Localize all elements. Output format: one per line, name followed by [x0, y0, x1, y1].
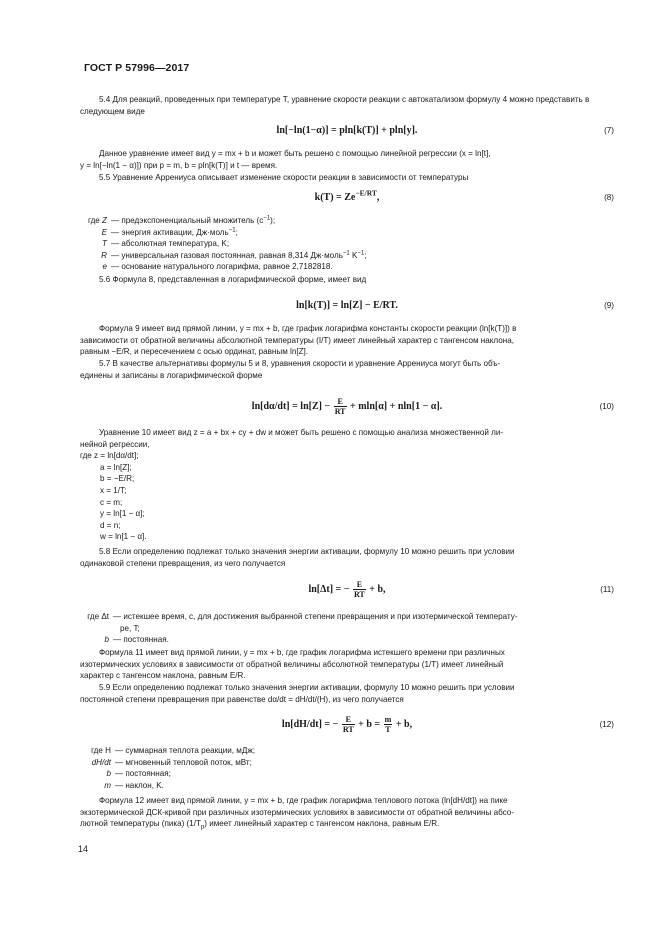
paragraph-5-6-cont-line1: Формула 9 имеет вид прямой линии, y = mx + b, где график логарифма константы скорости реакции (ln[k(T)]) в [99, 324, 517, 333]
paragraph-5-4-cont-line2: y = ln[−ln(1 − α)]) при p = m, b = pln[k(T)] и t — время. [80, 160, 278, 170]
equation-12-right: + b, [395, 719, 413, 730]
equation-8-formula: k(T) = Ze [314, 192, 356, 203]
legend-12 [80, 745, 614, 791]
paragraph-5-9-cont-line3: лютной температуры (пика) $(1/T_p)$ имеет линейный характер с тангенсом наклона, равным E/R. [80, 819, 440, 831]
legend-row: x = 1/T; [100, 485, 127, 495]
legend-row: w = ln[1 − α]. [100, 532, 147, 542]
legend-desc: — энергия активации, Дж·моль [111, 227, 229, 237]
legend-symbol: где Δt [87, 612, 109, 621]
paragraph-5-8-cont-line2: изотермических условиях в зависимости от обратной величины абсолютной температуры (1/T) имеет линейный [80, 659, 504, 669]
paragraph-5-4-cont-line1: Данное уравнение имеет вид y = mx + b и может быть решено с помощью линейной регрессии (x = ln[t], [99, 149, 491, 158]
paragraph-5-7-cont-line2: нейной регрессии, [80, 439, 150, 449]
legend-symbol: b [104, 635, 109, 645]
legend-row: c = m; [100, 497, 123, 507]
legend-row: где Z — предэкспоненциальный множитель $(с^{-1})$; [87, 215, 276, 225]
paragraph-5-8-line2: одинаковой степени превращения, из чего получается [80, 558, 286, 568]
legend-row [80, 611, 614, 623]
equation-9-number: (9) [604, 301, 614, 310]
legend-11 [80, 611, 614, 646]
paragraph-5-7-line1: 5.7 В качестве альтернативы формулы 5 и 8, уравнения скорости и уравнение Аррениуса могут быть объ- [99, 359, 501, 368]
legend-10 [80, 450, 380, 543]
paragraph-5-5: 5.5 Уравнение Аррениуса описывает изменение скорости реакции в зависимости от температуры [99, 172, 469, 182]
equation-8-exponent: −E/RT [355, 188, 377, 198]
paragraph-5-9-cont-line1: Формула 12 имеет вид прямой линии, y = mx + b, где график логарифма теплового потока (ln[dH/dt]) на пике [99, 796, 508, 805]
equation-8 [80, 189, 614, 207]
paragraph-5-9-line1: 5.9 Если определению подлежат только значения энергии активации, формулу 10 можно решить при условии [99, 683, 515, 692]
equation-9-formula: ln[k(T)] = ln[Z] − E/RT. [296, 300, 398, 311]
paragraph-5-6-cont-line3: равным −E/R, и пересечением с осью ординат, равным ln[Z]. [80, 347, 309, 357]
equation-11-left: ln[Δt] = − [308, 584, 350, 595]
legend-desc: — абсолютная температура, K; [111, 239, 230, 249]
paragraph-5-6: 5.6 Формула 8, представленная в логарифмической форме, имеет вид [99, 275, 367, 284]
legend-symbol: e [102, 262, 107, 272]
equation-7-formula: ln[−ln(1−α)] = pln[k(T)] + pln[y]. [276, 125, 418, 136]
paragraph-5-7-line2: единены и записаны в логарифмической форме [80, 370, 263, 380]
legend-row: b = −E/R; [100, 474, 135, 484]
legend-desc: — истекшее время, c, для достижения выбранной степени превращения и при изотермической температу- [113, 612, 518, 621]
equation-8-tail: , [376, 192, 380, 203]
legend-desc: — предэкспоненциальный множитель (с [111, 216, 264, 225]
legend-desc: — наклон, K. [115, 780, 164, 790]
equation-8-number: (8) [604, 193, 614, 202]
legend-symbol: T [102, 239, 107, 249]
equation-10-number: (10) [599, 402, 614, 411]
legend-row [80, 238, 614, 250]
equation-7 [80, 122, 614, 140]
legend-desc: — постоянная. [113, 635, 169, 645]
equation-10-left: ln[dα/dt] = ln[Z] − [251, 401, 331, 412]
legend-row [80, 745, 614, 757]
equation-9 [80, 297, 614, 315]
legend-row: a = ln[Z]; [100, 462, 132, 472]
paragraph-5-7-cont-line1: Уравнение 10 имеет вид z = a + bx + cy + dw и может быть решено с помощью анализа множественной ли- [99, 428, 504, 437]
legend-8 [80, 215, 614, 273]
paragraph-5-8-cont-line3: характер с тангенсом наклона, равным E/R. [80, 671, 246, 681]
equation-12-left: ln[dH/dt] = − [281, 719, 339, 730]
legend-row [80, 261, 614, 273]
equation-12-fraction-1: $\frac{E}{RT}$ [342, 715, 354, 735]
legend-symbol: где H [91, 746, 111, 755]
legend-desc: — универсальная газовая постоянная, равная 8,314 Дж·моль [111, 250, 343, 260]
equation-11-right: + b, [369, 584, 386, 595]
equation-10 [80, 396, 614, 418]
legend-row: где z = ln[dα/dt]; [80, 451, 139, 461]
page-number: 14 [78, 844, 89, 854]
legend-row [80, 757, 614, 769]
equation-11-number: (11) [600, 585, 614, 594]
standard-header: ГОСТ Р 57996—2017 [84, 62, 190, 74]
legend-row [80, 623, 614, 635]
legend-row [80, 768, 614, 780]
legend-row [80, 780, 614, 792]
paragraph-5-8-cont-line1: Формула 11 имеет вид прямой линии, y = mx + b, где график логарифма истекшего времени при различных [99, 648, 505, 657]
legend-desc: — постоянная; [115, 769, 171, 779]
legend-symbol: b [106, 769, 111, 779]
legend-desc: — основание натурального логарифма, равное 2,7182818. [111, 262, 333, 272]
equation-12-fraction-2: $\frac{m}{T}$ [384, 715, 392, 735]
paragraph-5-8-line1: 5.8 Если определению подлежат только значения энергии активации, формулу 10 можно решить при условии [99, 547, 515, 556]
legend-desc: — мгновенный тепловой поток, мВт; [115, 757, 252, 767]
legend-row: d = n; [100, 520, 121, 530]
paragraph-5-9-cont-line2: экзотермической ДСК-кривой при различных изотермических условиях в зависимости от обратной величины абсо- [80, 807, 514, 817]
equation-11-fraction: $\frac{E}{RT}$ [353, 580, 365, 600]
legend-desc: — суммарная теплота реакции, мДж; [115, 746, 256, 755]
equation-12-number: (12) [599, 720, 614, 729]
paragraph-5-6-cont-line2: зависимости от обратной величины абсолютной температуры (I/T) имеет линейный характер с тангенсом наклона, [80, 335, 514, 345]
paragraph-5-4: 5.4 Для реакций, проведенных при температуре T, уравнение скорости реакции с автокатализом формулу 4 можно представить в следующем виде [80, 95, 590, 116]
legend-desc: ре, T; [120, 623, 140, 633]
equation-7-number: (7) [604, 126, 614, 135]
equation-11 [80, 578, 614, 602]
legend-symbol: dH/dt [91, 757, 111, 767]
legend-symbol: E [101, 227, 107, 237]
legend-row [80, 634, 614, 646]
equation-12 [80, 713, 614, 737]
legend-symbol: R [101, 250, 107, 260]
legend-row: R — универсальная газовая постоянная, равная 8,314 Дж·моль$^{-1}$ $K^{-1}$; [80, 250, 614, 262]
paragraph-5-9-line2: постоянной степени превращения при равенстве dα/dt = dH/dt/(H), из чего получается [80, 694, 404, 704]
equation-10-right: + mln[α] + nln[1 − α]. [350, 401, 443, 412]
legend-row: E — энергия активации, Дж·моль$^{-1}$; [80, 227, 614, 239]
legend-row: y = ln[1 − α]; [100, 509, 145, 519]
legend-symbol: m [104, 780, 111, 790]
equation-12-mid: + b = [358, 719, 381, 730]
equation-10-fraction: $\frac{E}{RT}$ [334, 397, 346, 417]
